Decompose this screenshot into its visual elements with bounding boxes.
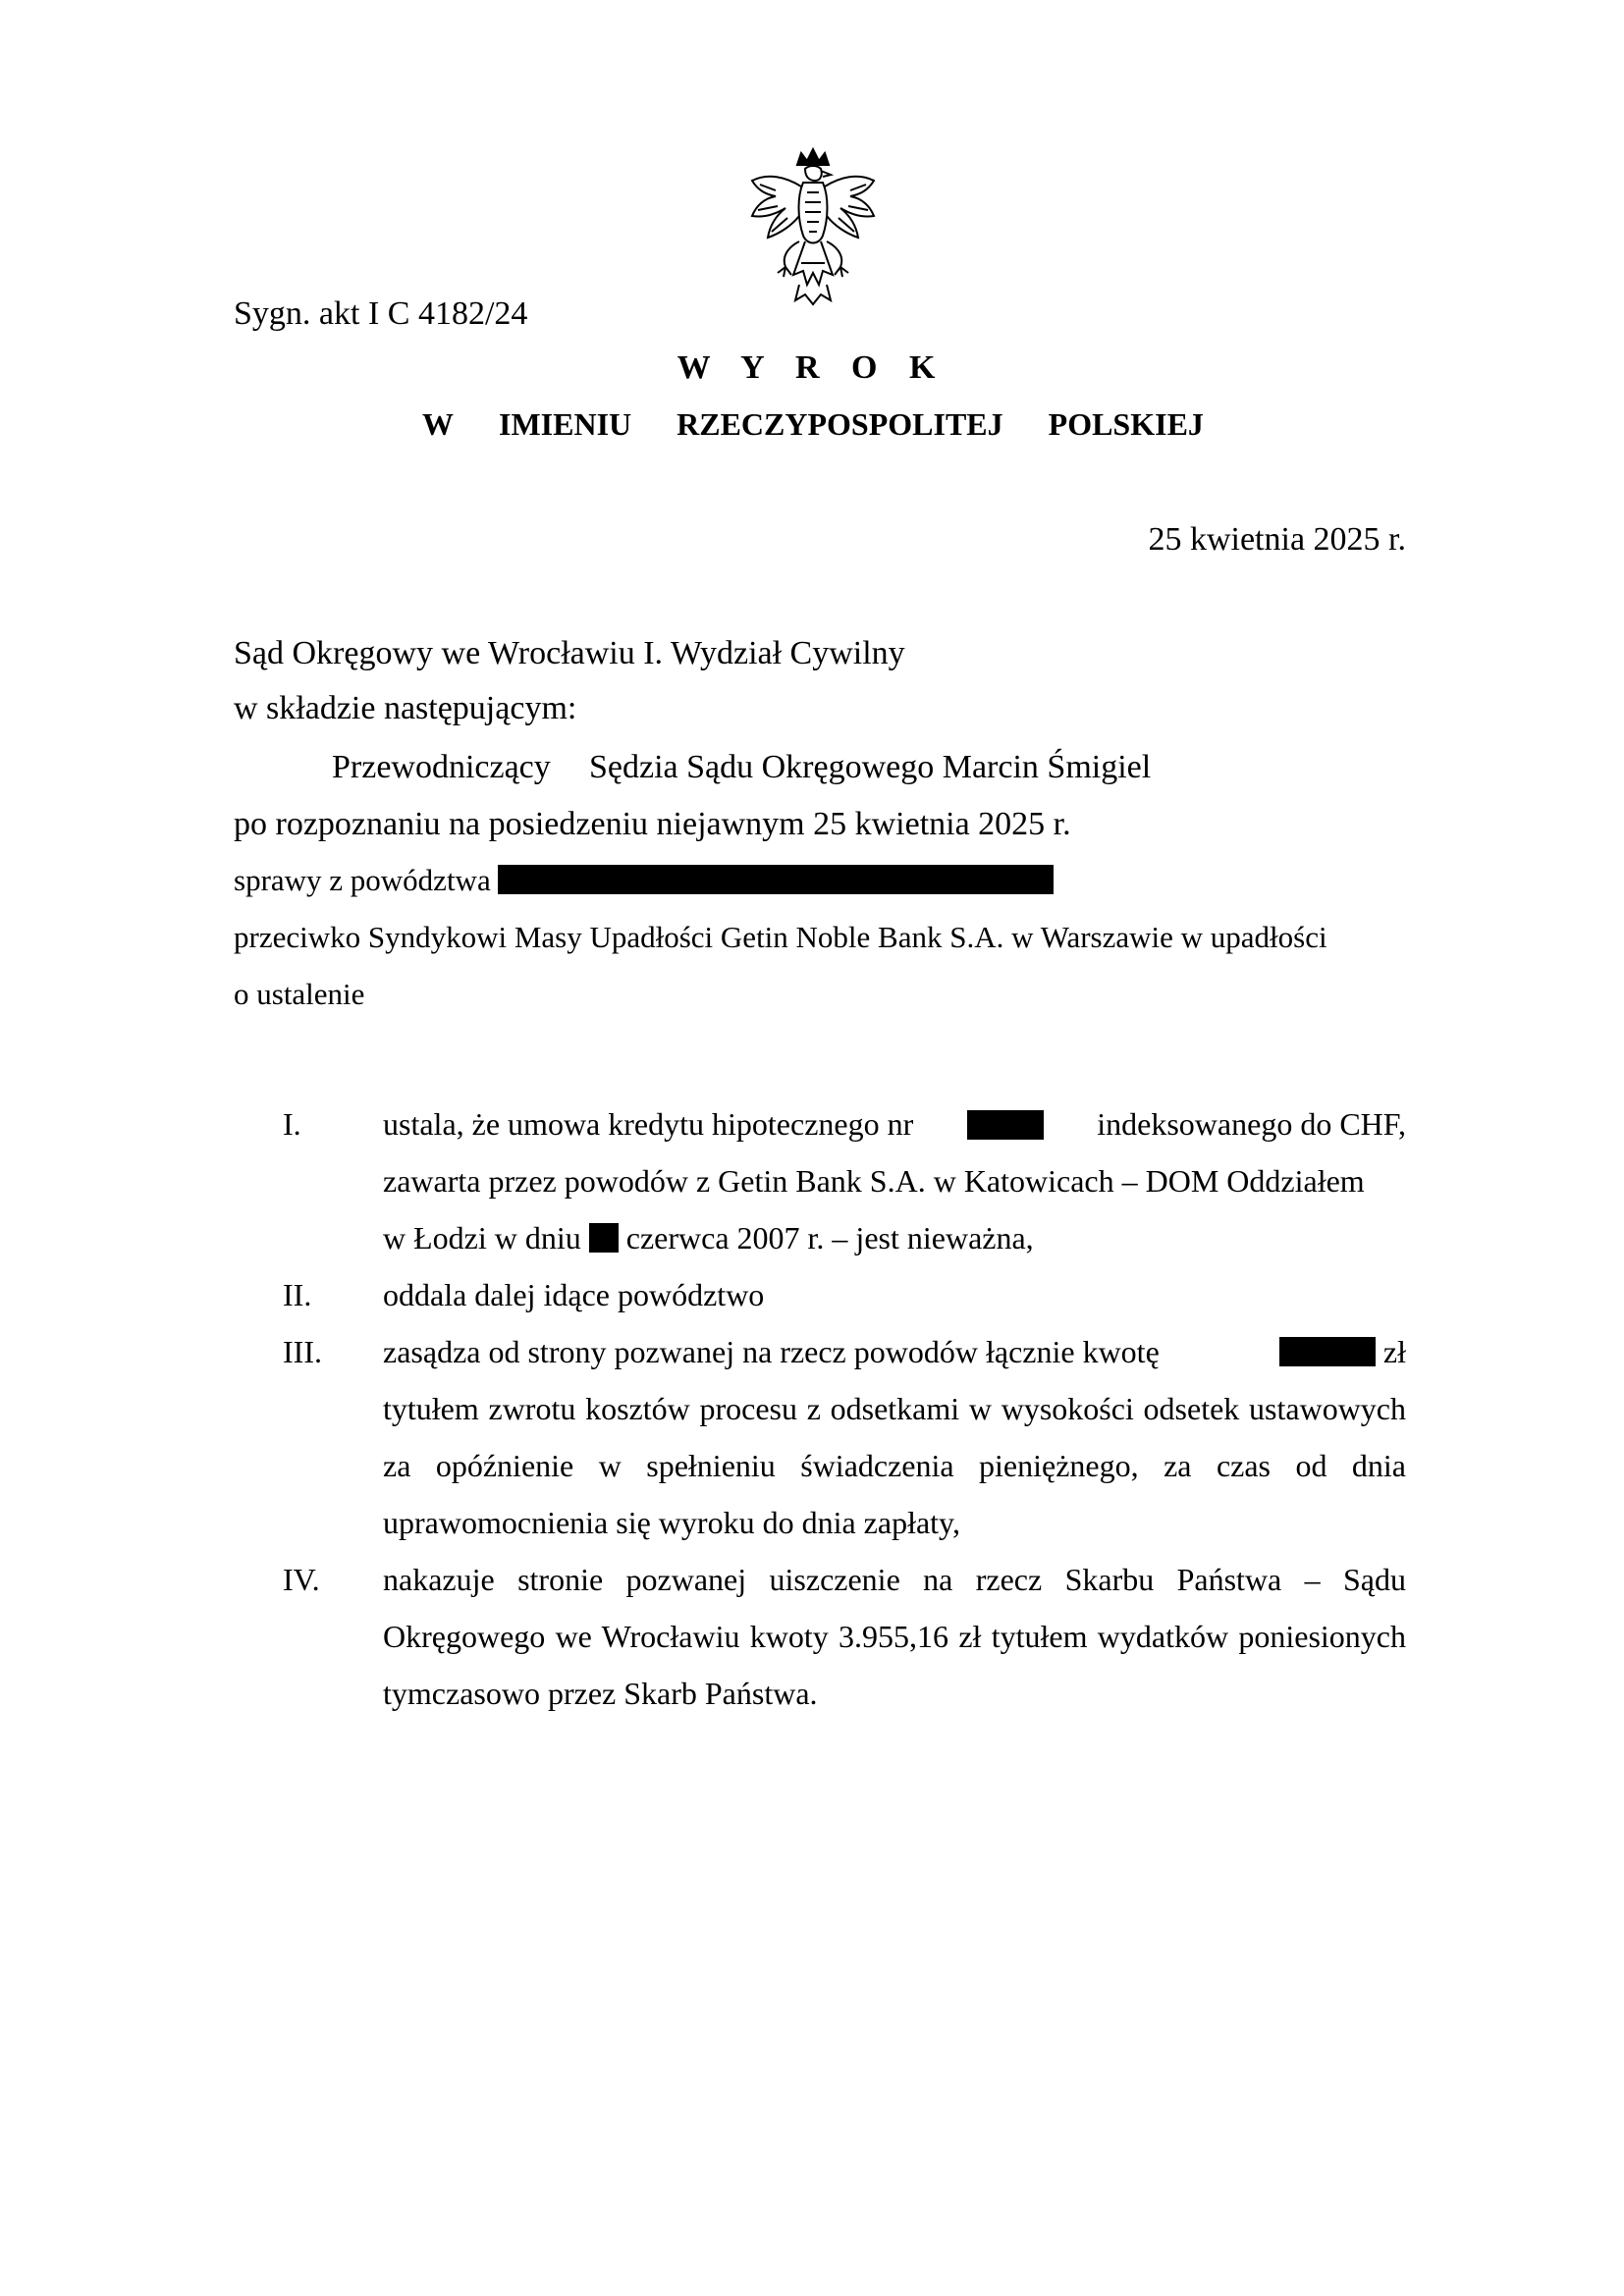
item-number: I. <box>283 1106 301 1142</box>
item-text-part: nakazuje stronie pozwanej uiszczenie na rzecz Skarbu Państwa – Sądu Okręgowego we Wrocławiu kwoty 3.955,16 zł tytułem wydatków poniesionych tymczasowo przez Skarb Państwa. <box>383 1562 1406 1711</box>
item-text-part: indeksowanego do CHF, <box>1097 1106 1406 1142</box>
court-name: Sąd Okręgowy we Wrocławiu I. Wydział Cywilny <box>234 635 905 671</box>
subtitle-word: W <box>422 406 454 442</box>
presiding-role: Przewodniczący <box>332 749 551 785</box>
composition-label: w składzie następującym: <box>234 690 577 726</box>
redaction-box <box>967 1110 1044 1140</box>
ruling-item <box>283 1095 1406 1266</box>
item-text-part: ustala, że umowa kredytu hipotecznego nr <box>383 1106 914 1142</box>
judgment-date: 25 kwietnia 2025 r. <box>1148 521 1406 558</box>
item-text-part: zawarta przez powodów z Getin Bank S.A. w Katowicach – DOM Oddziałem <box>383 1163 1365 1199</box>
item-number: III. <box>283 1334 322 1369</box>
item-text-part: w Łodzi w dniu <box>383 1220 581 1255</box>
case-signature: Sygn. akt I C 4182/24 <box>234 295 528 332</box>
polish-eagle-emblem <box>746 147 880 306</box>
ruling-items <box>283 1095 1406 1722</box>
document-title: W Y R O K <box>677 349 947 386</box>
item-text <box>383 1551 1406 1722</box>
item-text-part: oddala dalej idące powództwo <box>383 1277 765 1312</box>
item-text-part: tytułem zwrotu kosztów procesu z odsetkami w wysokości odsetek ustawowych za opóźnienie w spełnieniu świadczenia pieniężnego, za czas od dnia uprawomocnienia się wyroku do dnia zapłaty, <box>383 1391 1406 1540</box>
item-text <box>383 1095 1406 1266</box>
ruling-item <box>283 1323 1406 1551</box>
item-text <box>383 1266 1406 1323</box>
item-text-part: czerwca 2007 r. – jest nieważna, <box>625 1220 1034 1255</box>
claim-line <box>234 862 1054 899</box>
item-number: IV. <box>283 1562 320 1597</box>
item-number: II. <box>283 1277 312 1312</box>
document-subtitle <box>422 406 1204 443</box>
subtitle-word: POLSKIEJ <box>1048 406 1204 442</box>
presiding-judge-line <box>332 748 1151 787</box>
subtitle-word: RZECZYPOSPOLITEJ <box>677 406 1003 442</box>
ruling-item <box>283 1551 1406 1722</box>
item-text-part: zł <box>1382 1334 1406 1369</box>
redaction-box <box>498 865 1054 894</box>
redaction-box <box>1279 1337 1376 1366</box>
defendant-line: przeciwko Syndykowi Masy Upadłości Getin Noble Bank S.A. w Warszawie w upadłości <box>234 920 1327 954</box>
item-text <box>383 1323 1406 1551</box>
subtitle-word: IMIENIU <box>499 406 632 442</box>
ruling-item <box>283 1266 1406 1323</box>
subject-line: o ustalenie <box>234 977 365 1011</box>
item-text-part: zasądza od strony pozwanej na rzecz powodów łącznie kwotę <box>383 1334 1160 1369</box>
claim-prefix: sprawy z powództwa <box>234 863 491 897</box>
presiding-name: Sędzia Sądu Okręgowego Marcin Śmigiel <box>589 749 1152 785</box>
redaction-box <box>589 1223 619 1253</box>
session-line: po rozpoznaniu na posiedzeniu niejawnym 25 kwietnia 2025 r. <box>234 806 1071 842</box>
